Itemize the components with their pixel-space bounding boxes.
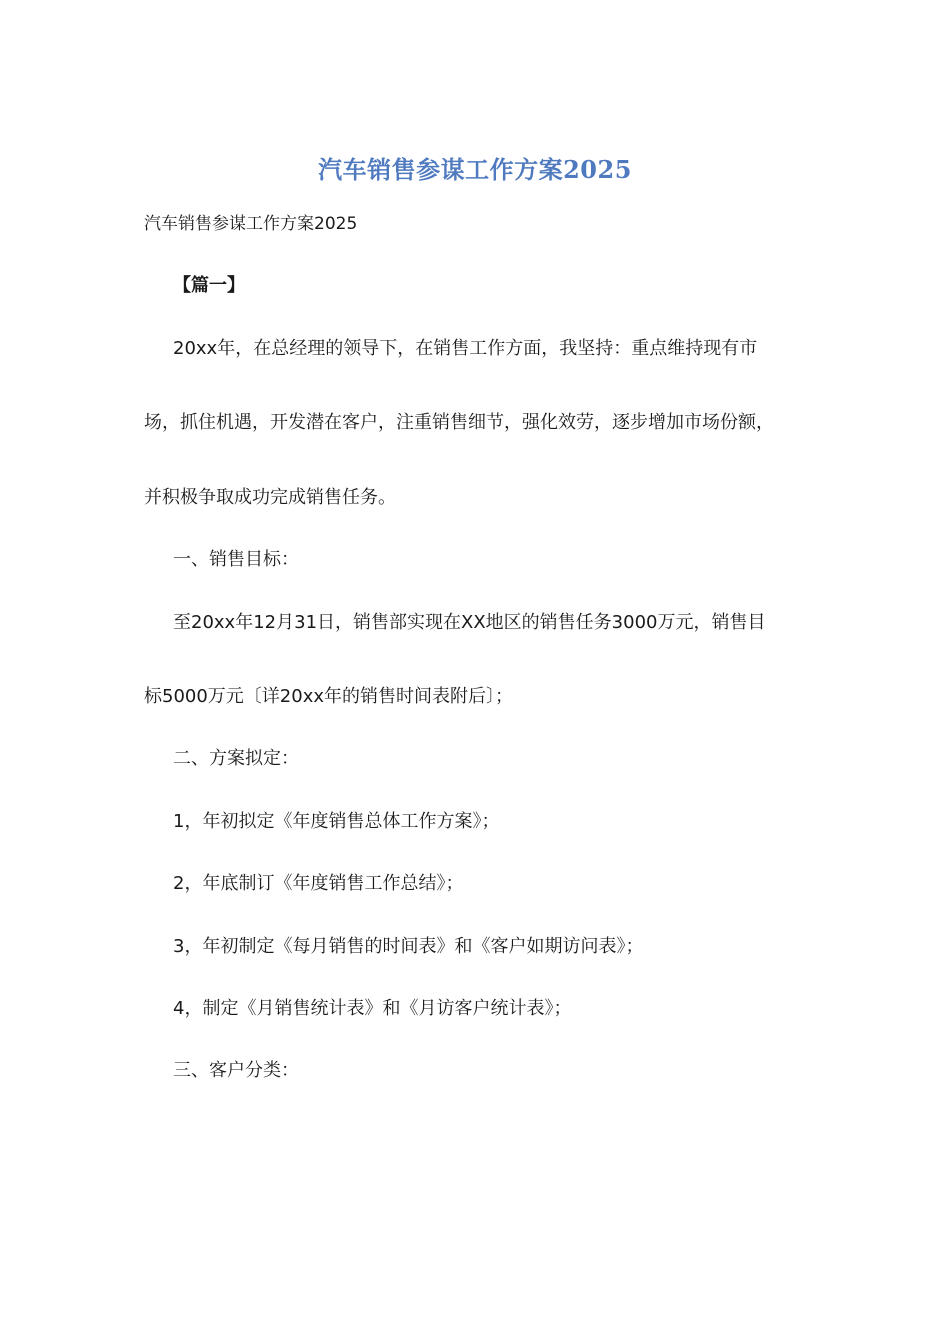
heading-sales-target: 一、销售目标： [173, 549, 299, 570]
plan-item: 3，年初制定《每月销售的时间表》和《客户如期访问表》； [173, 936, 644, 957]
document-subtitle: 汽车销售参谋工作方案2025 [144, 214, 358, 234]
heading-customer-classification: 三、客户分类： [173, 1060, 299, 1081]
intro-line-2: 场，抓住机遇，开发潜在客户，注重销售细节，强化效劳，逐步增加市场份额， [144, 412, 774, 433]
document-title: 汽车销售参谋工作方案2025 [318, 155, 632, 184]
target-line-2: 标5000万元〔详20xx年的销售时间表附后〕； [144, 686, 514, 707]
plan-item: 1，年初拟定《年度销售总体工作方案》； [173, 811, 500, 832]
section-label: 【篇一】 [173, 275, 245, 296]
target-line-1: 至20xx年12月31日，销售部实现在XX地区的销售任务3000万元，销售目 [173, 612, 766, 633]
intro-line-3: 并积极争取成功完成销售任务。 [144, 487, 396, 508]
intro-line-1: 20xx年，在总经理的领导下，在销售工作方面，我坚持：重点维持现有市 [173, 338, 758, 359]
heading-plan: 二、方案拟定： [173, 748, 299, 769]
plan-item: 4，制定《月销售统计表》和《月访客户统计表》； [173, 998, 572, 1019]
plan-item: 2，年底制订《年度销售工作总结》； [173, 873, 464, 894]
